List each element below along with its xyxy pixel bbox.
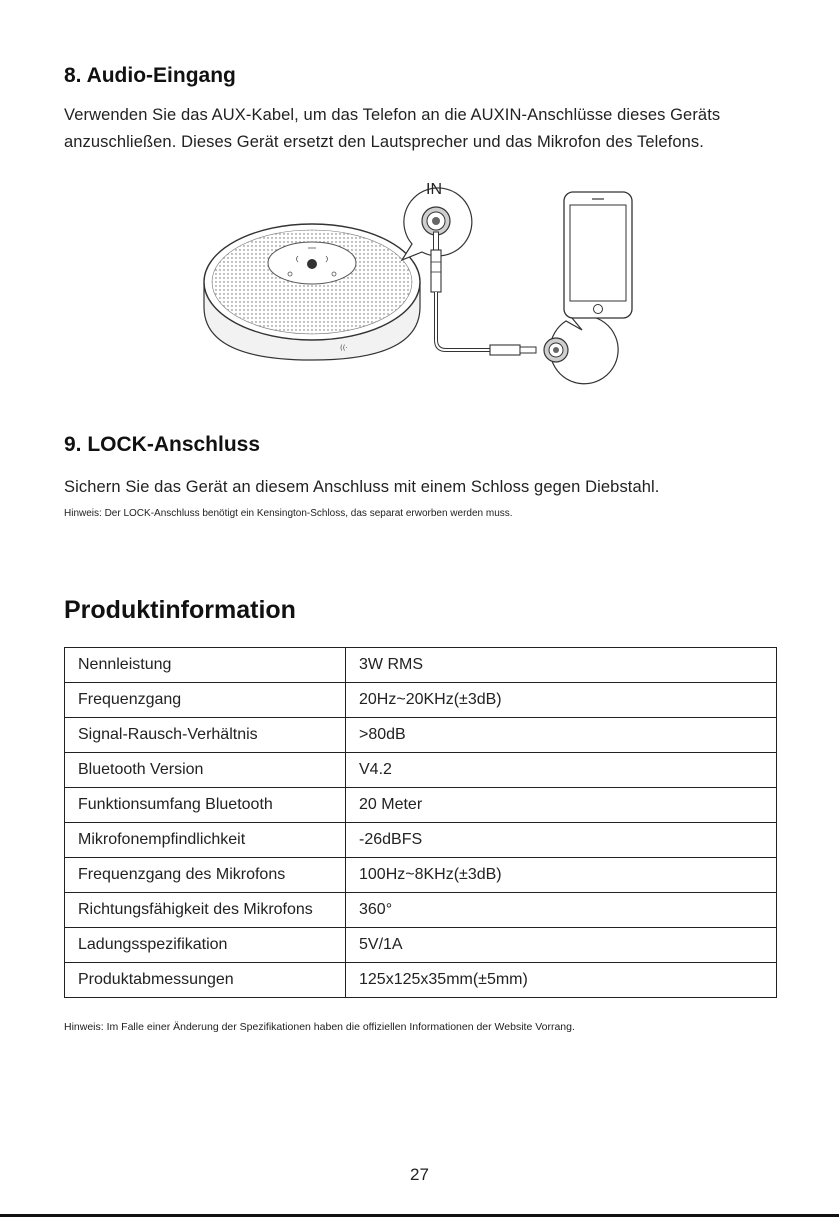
spec-value: 5V/1A bbox=[346, 928, 777, 963]
speakerphone-icon bbox=[204, 224, 420, 360]
spec-value: 20Hz~20KHz(±3dB) bbox=[346, 683, 777, 718]
spec-row bbox=[65, 893, 777, 928]
spec-value: 3W RMS bbox=[346, 648, 777, 683]
spec-row bbox=[65, 648, 777, 683]
smartphone-icon bbox=[564, 192, 632, 318]
page-number: 27 bbox=[410, 1165, 429, 1184]
spec-row bbox=[65, 683, 777, 718]
product-info-note: Hinweis: Im Falle einer Änderung der Spezifikationen haben die offiziellen Informationen der Website Vorrang. bbox=[64, 1021, 575, 1033]
spec-row bbox=[65, 718, 777, 753]
spec-label: Frequenzgang bbox=[65, 683, 346, 718]
spec-value: 125x125x35mm(±5mm) bbox=[346, 963, 777, 998]
spec-row bbox=[65, 788, 777, 823]
svg-text:((·: ((· bbox=[340, 344, 348, 352]
spec-value: 100Hz~8KHz(±3dB) bbox=[346, 858, 777, 893]
spec-label: Bluetooth Version bbox=[65, 753, 346, 788]
spec-row bbox=[65, 823, 777, 858]
spec-label: Frequenzgang des Mikrofons bbox=[65, 858, 346, 893]
spec-row bbox=[65, 858, 777, 893]
spec-table bbox=[64, 647, 777, 998]
in-port-label: IN bbox=[426, 181, 442, 198]
spec-label: Ladungsspezifikation bbox=[65, 928, 346, 963]
section-8-heading: 8. Audio-Eingang bbox=[64, 64, 236, 87]
spec-label: Nennleistung bbox=[65, 648, 346, 683]
phone-jack-callout bbox=[490, 316, 618, 384]
spec-value: -26dBFS bbox=[346, 823, 777, 858]
section-9-heading: 9. LOCK-Anschluss bbox=[64, 433, 261, 456]
spec-row bbox=[65, 963, 777, 998]
section-9-text: Sichern Sie das Gerät an diesem Anschluss mit einem Schloss gegen Diebstahl. bbox=[64, 478, 660, 496]
spec-label: Funktionsumfang Bluetooth bbox=[65, 788, 346, 823]
spec-value: 20 Meter bbox=[346, 788, 777, 823]
spec-label: Produktabmessungen bbox=[65, 963, 346, 998]
product-info-heading: Produktinformation bbox=[64, 596, 296, 624]
spec-label: Richtungsfähigkeit des Mikrofons bbox=[65, 893, 346, 928]
spec-value: V4.2 bbox=[346, 753, 777, 788]
section-8-text-line-2: anzuschließen. Dieses Gerät ersetzt den Lautsprecher und das Mikrofon des Telefons. bbox=[64, 133, 704, 151]
spec-label: Mikrofonempfindlichkeit bbox=[65, 823, 346, 858]
spec-value: 360° bbox=[346, 893, 777, 928]
spec-value: >80dB bbox=[346, 718, 777, 753]
section-9-note: Hinweis: Der LOCK-Anschluss benötigt ein Kensington-Schloss, das separat erworben werden muss. bbox=[64, 508, 513, 519]
spec-row bbox=[65, 753, 777, 788]
section-8-text-line-1: Verwenden Sie das AUX-Kabel, um das Telefon an die AUXIN-Anschlüsse dieses Geräts bbox=[64, 106, 721, 124]
spec-row bbox=[65, 928, 777, 963]
spec-label: Signal-Rausch-Verhältnis bbox=[65, 718, 346, 753]
aux-connection-diagram bbox=[190, 172, 650, 402]
